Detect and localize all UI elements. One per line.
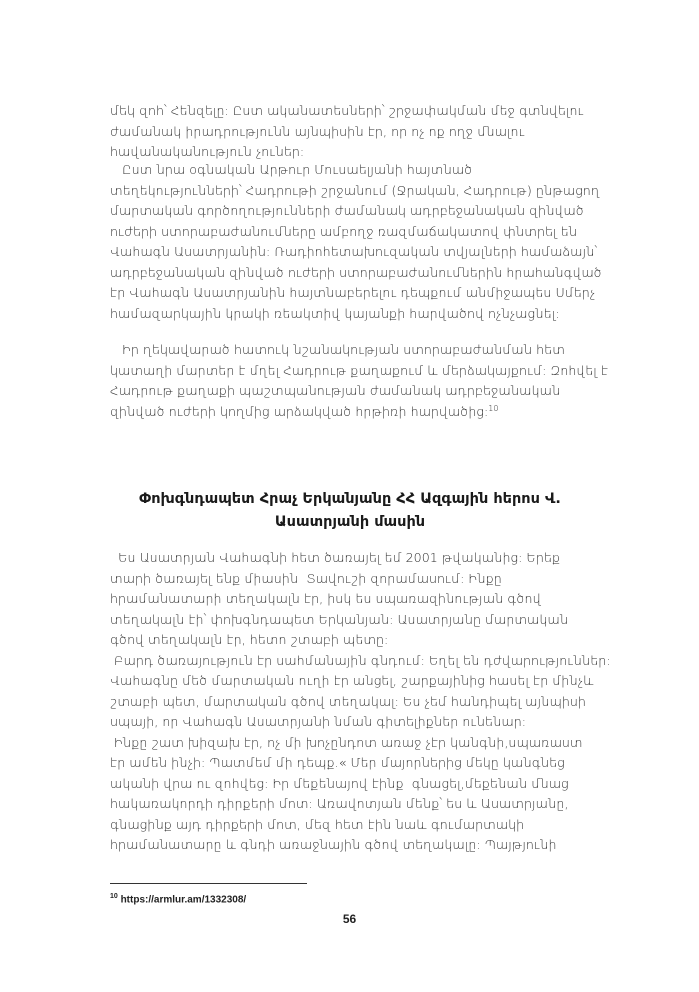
text-line: ժամանակ իրադրությունն այնպիսին էր, որ ոչ ոք ողջ մնալու	[110, 123, 525, 139]
text-line: էր Վահագն Ասատրյանին հայտնաբերելու դեպքում անմիջապես Սմերչ	[110, 285, 596, 300]
text-line: տարի ծառայել ենք միասին Տավուշի զորամասում: Ինքը	[110, 570, 502, 586]
text-line: հակառակորդի դիրքերի մոտ: Առավոտյան մենք՝ ես և Ասատրյանը,	[110, 796, 569, 811]
text-line: հրամանատարը և գնդի առաջնային գծով տեղակալը: Պայթյունի	[110, 837, 557, 852]
text-line: տեղակալն էի՝ փոխգնդապետ Երկանյան: Ասատրյանը մարտական	[110, 611, 569, 627]
text-line: Ես Ասատրյան Վահագնի հետ ծառայել եմ 2001 թվականից: Երեք	[110, 550, 561, 565]
heading-line: Ասատրյանի մասին	[274, 514, 426, 530]
paragraph-4	[110, 548, 611, 856]
text-segment: զինված ուժերի կողմից արձակված հրթիռի հարվածից:	[110, 403, 489, 419]
text-line: տեղեկությունների՝ Հադրութի շրջանում (Ջրական, Հադրութ) ընթացող	[110, 182, 600, 198]
text-line: Բարդ ծառայություն էր սահմանային գնդում: Եղել են դժվարություններ:	[110, 652, 611, 668]
text-line: ադրբեջանական զինված ուժերի ստորաբաժանումներին հրահանգված	[110, 264, 602, 280]
text-line: էր ամեն ինչի: Պատմեմ մի դեպք.« Մեր մայորներից մեկը կանգնեց	[110, 755, 565, 770]
heading-line: Փոխգնդապետ Հրաչ Երկանյանը ՀՀ Ազգային հերոս Վ.	[139, 491, 561, 507]
text-line: Ըստ նրա օգնական Արթուր Մուսաելյանի հայտնած	[110, 162, 473, 177]
page-number: 56	[342, 912, 357, 926]
text-line: ականի վրա ու զոհվեց: Իր մեքենայով էինք գնացել,մեքենան մնաց	[110, 775, 569, 791]
text-line: մեկ զոհ՝ Հենզելը: Ըստ ականատեսների՝ շրջափակման մեջ գտնվելու	[110, 103, 584, 118]
text-line: գնացինք այդ դիրքերի մոտ, մեզ հետ էին նաև գումարտակի	[110, 816, 525, 832]
text-line: Հադրութ քաղաքի պաշտպանության ժամանակ ադրբեջանական	[110, 383, 561, 398]
text-line: Վահագն Ասատրյանին: Ռադիոհետախուզական տվյալների համաձայն՝	[110, 244, 598, 259]
text-line: գծով տեղակալն էր, հետո շտաբի պետը:	[110, 632, 389, 647]
text-line: սպայի, որ Վահագն Ասատրյանի նման գիտելիքներ ունենար:	[110, 714, 527, 729]
text-line: Ինքը շատ խիզախ էր, ոչ մի խոչընդոտ առաջ չէր կանգնի,սպառաստ	[110, 734, 583, 750]
footnote-link[interactable]: https://armlur.am/1332308/	[117, 894, 247, 906]
text-line: շտաբի պետ, մարտական գծով տեղակալ: Ես չեմ հանդիպել այնպիսի	[110, 693, 586, 709]
footnote	[110, 893, 246, 905]
section-heading	[110, 488, 590, 534]
paragraph-3	[110, 340, 609, 422]
text-line: հրամանատարի տեղակալն էր, իսկ ես սպառազինության գծով	[110, 591, 542, 606]
paragraph-1	[110, 101, 590, 163]
text-line: մարտական գործողությունների ժամանակ ադրբեջանական զինված	[110, 203, 584, 218]
text-line-with-footnote	[110, 402, 590, 423]
text-line: հավանականություն չուներ:	[110, 144, 305, 159]
text-line: Վահագնը մեծ մարտական ուղի էր անցել, շարքայինից հասել էր մինչև	[110, 673, 594, 688]
footnote-number: 10	[110, 893, 118, 900]
footnote-divider	[110, 883, 307, 884]
text-line: ուժերի ստորաբաժանումները ամբողջ ռազմաճակատով փնտրել են	[110, 223, 578, 239]
text-line: Իր ղեկավարած հատուկ նշանակության ստորաբաժանման հետ	[110, 342, 565, 357]
text-line: կատաղի մարտեր է մղել Հադրութ քաղաքում և մերձակայքում: Զոհվել է	[110, 362, 609, 378]
footnote-reference[interactable]: 10	[488, 403, 499, 413]
text-line: համազարկային կրակի ռեակտիվ կայանքի հարվածով ոչնչացնել:	[110, 305, 560, 321]
paragraph-2	[110, 160, 602, 324]
